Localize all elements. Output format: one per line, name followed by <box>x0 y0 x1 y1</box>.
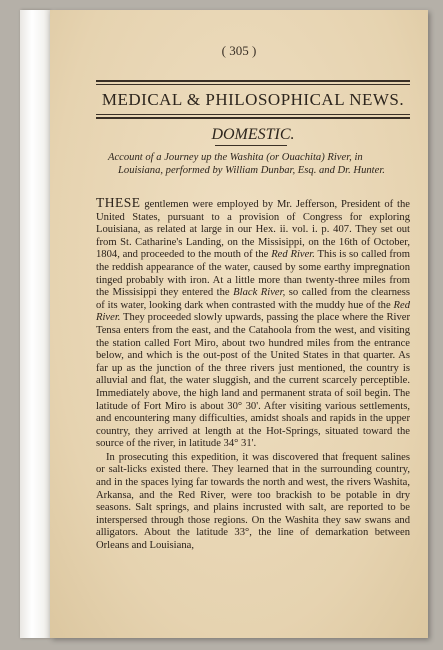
italic-term: Black River, <box>233 287 286 299</box>
paragraph-1 <box>96 197 410 451</box>
header-rule <box>96 84 410 85</box>
section-title: DOMESTIC. <box>211 126 295 143</box>
text-run: They proceeded slowly upwards, passing the place where the River Tensa enters from the east, and the Catahoola from the west, and visiting the station called Fort Miro, about two hundred miles from the entrance below, and which is the out-post of the United States in that quarter. As far up as the junction of the three rivers just mentioned, the country is alluvial and flat, the water sluggish, and the current scarcely perceptible. Immediately above, the high land and permanent strata of soil begin. The latitude of Fort Miro is about 30° 30'. After visiting various settlements, and encountering many difficulties, amidst shoals and rapids in the upper country, they arrived at length at the Hot-Springs, situated toward the source of the river, in latitude 34° 31'. <box>96 312 410 450</box>
article-body <box>96 197 410 553</box>
document-page <box>50 10 428 638</box>
journal-title: MEDICAL & PHILOSOPHICAL NEWS. <box>101 90 405 109</box>
page-number: ( 305 ) <box>221 43 257 58</box>
text-run: so called from the clearness of its water, looking dark when contrasted with the muddy hue of the <box>96 287 410 311</box>
paragraph-2: In prosecuting this expedition, it was discovered that frequent salines or salt-licks existed there. They learned that in the surrounding country, and in the spaces lying far towards the north and west, the rivers Washita, Arkansa, and the Red River, were too brackish to be potable in dry seasons. Salt springs, and plains incrusted with salt, are reported to be interspersed through those regions. On the Washita they saw swans and alligators. About the latitude 33°, the line of demarkation between Orleans and Louisiana, <box>96 451 410 552</box>
italic-term: Red River. <box>271 249 315 261</box>
text-run: This is so called from the reddish appearance of the water, caused by some earthy impregnation tinged probably with iron. At a little more than twenty-three miles from the Missisippi they entered the <box>96 249 410 299</box>
italic-term: Red River. <box>96 299 410 324</box>
header-rule <box>96 114 410 115</box>
page-holder-spine <box>20 10 50 638</box>
header-rule <box>96 80 410 82</box>
section-rule <box>215 145 287 146</box>
article-title: Account of a Journey up the Washita (or Ouachita) River, in Louisiana, performed by William Dunbar, Esq. and Dr. Hunter. <box>108 152 385 176</box>
header-rule <box>96 117 410 119</box>
drop-cap-word: THESE <box>96 195 141 210</box>
text-run: gentlemen were employed by Mr. Jefferson, President of the United States, pursuant to a provision of Congress for exploring Louisiana, as related at large in our Hex. ii. vol. i. p. 407. They set out from St. Catharine's Landing, on the Missisippi, on the 16th of October, 1804, and proceeded to the mouth of the <box>96 199 410 261</box>
